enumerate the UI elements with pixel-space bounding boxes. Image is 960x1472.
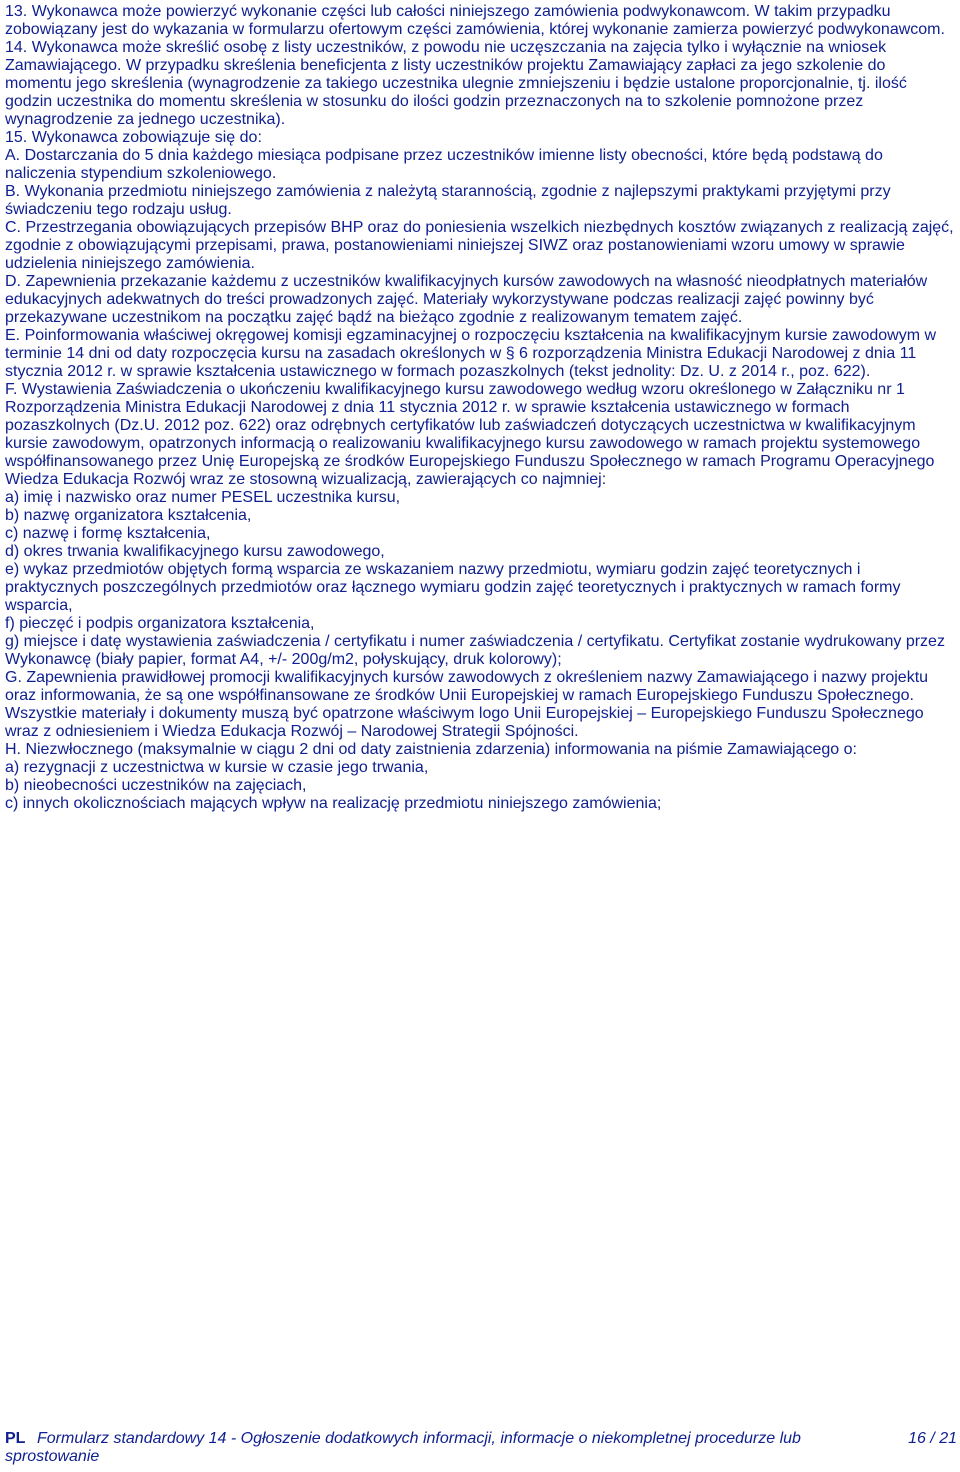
item-f: F. Wystawienia Zaświadczenia o ukończeniu kwalifikacyjnego kursu zawodowego według wzoru określonego w Załączniku nr 1 Rozporządzenia Ministra Edukacji Narodowej z dnia 11 stycznia 2012 r. w sprawie kształcenia ustawicznego w formach pozaszkolnych (Dz.U. 2012 poz. 622) oraz odrębnych certyfikatów lub zaświadczeń dotyczących uczestnictwa w kwalifikacyjnym kursie zawodowym, opatrzonych informacją o realizowaniu kwalifikacyjnego kursu zawodowego w ramach projektu systemowego współfinansowanego przez Unię Europejską ze środków Europejskiego Funduszu Społecznego w ramach Programu Operacyjnego Wiedza Edukacja Rozwój wraz ze stosowną wizualizacją, zawierających co najmniej: <box>5 381 935 488</box>
subitem-f-c: c) nazwę i formę kształcenia, <box>5 525 211 542</box>
item-a: A. Dostarczania do 5 dnia każdego miesiąca podpisane przez uczestników imienne listy obecności, które będą podstawą do naliczenia stypendium szkoleniowego. <box>5 147 883 182</box>
subitem-f-a: a) imię i nazwisko oraz numer PESEL uczestnika kursu, <box>5 489 401 506</box>
subitem-h-c: c) innych okolicznościach mających wpływ na realizację przedmiotu niniejszego zamówienia; <box>5 795 662 812</box>
paragraph-14: 14. Wykonawca może skreślić osobę z listy uczestników, z powodu nie uczęszczania na zajęcia tylko i wyłącznie na wniosek Zamawiającego. W przypadku skreślenia beneficjenta z listy uczestników projektu Zamawiający zapłaci za jego szkolenie do momentu jego skreślenia (wynagrodzenie za takiego uczestnika ulegnie zmniejszeniu i będzie ustalone proporcjonalnie, tj. ilość godzin uczestnika do momentu skreślenia w stosunku do ilości godzin przeznaczonych na to szkolenie pomnożone przez wynagrodzenie za jednego uczestnika). <box>5 39 907 128</box>
item-d: D. Zapewnienia przekazanie każdemu z uczestników kwalifikacyjnych kursów zawodowych na własność nieodpłatnych materiałów edukacyjnych adekwatnych do treści prowadzonych zajęć. Materiały wykorzystywane podczas realizacji zajęć powinny być przekazywane uczestnikom na początku zajęć bądź na bieżąco zgodnie z realizowanym tematem zajęć. <box>5 273 928 326</box>
footer-form-title: Formularz standardowy 14 - Ogłoszenie dodatkowych informacji, informacje o niekompletnej procedurze lub sprostowanie <box>5 1430 801 1465</box>
page-footer <box>5 1430 957 1470</box>
item-g: G. Zapewnienia prawidłowej promocji kwalifikacyjnych kursów zawodowych z określeniem nazwy Zamawiającego i nazwy projektu oraz informowania, że są one współfinansowane ze środków Unii Europejskiej w ramach Europejskiego Funduszu Społecznego. Wszystkie materiały i dokumenty muszą być opatrzone właściwym logo Unii Europejskiej – Europejskiego Funduszu Społecznego wraz z odniesieniem i Wiedza Edukacja Rozwój – Narodowej Strategii Spójności. <box>5 669 929 740</box>
footer-page-number: 16 / 21 <box>908 1430 957 1447</box>
item-c: C. Przestrzegania obowiązujących przepisów BHP oraz do poniesienia wszelkich niezbędnych kosztów związanych z realizacją zajęć, zgodnie z obowiązującymi przepisami, prawa, postanowieniami niniejszej SIWZ oraz postanowieniami wzoru umowy w sprawie udzielenia niniejszego zamówienia. <box>5 219 954 272</box>
item-b: B. Wykonania przedmiotu niniejszego zamówienia z należytą starannością, zgodnie z najlepszymi praktykami przyjętymi przy świadczeniu tego rodzaju usług. <box>5 183 891 218</box>
subitem-f-g: g) miejsce i datę wystawienia zaświadczenia / certyfikatu i numer zaświadczenia / certyfikatu. Certyfikat zostanie wydrukowany przez Wykonawcę (biały papier, format A4, +/- 200g/m2, połyskujący, druk kolorowy); <box>5 633 945 668</box>
subitem-h-a: a) rezygnacji z uczestnictwa w kursie w czasie jego trwania, <box>5 759 429 776</box>
subitem-h-b: b) nieobecności uczestników na zajęciach, <box>5 777 307 794</box>
item-h: H. Niezwłocznego (maksymalnie w ciągu 2 dni od daty zaistnienia zdarzenia) informowania na piśmie Zamawiającego o: <box>5 741 857 758</box>
item-e: E. Poinformowania właściwej okręgowej komisji egzaminacyjnej o rozpoczęciu kształcenia na kwalifikacyjnym kursie zawodowym w terminie 14 dni od daty rozpoczęcia kursu na zasadach określonych w § 6 rozporządzenia Ministra Edukacji Narodowej z dnia 11 stycznia 2012 r. w sprawie kształcenia ustawicznego w formach pozaszkolnych (tekst jednolity: Dz. U. z 2014 r., poz. 622). <box>5 327 937 380</box>
paragraph-15: 15. Wykonawca zobowiązuje się do: <box>5 129 262 146</box>
subitem-f-e: e) wykaz przedmiotów objętych formą wsparcia ze wskazaniem nazwy przedmiotu, wymiaru godzin zajęć teoretycznych i praktycznych poszczególnych przedmiotów oraz łącznego wymiaru godzin zajęć teoretycznych i praktycznych w ramach formy wsparcia, <box>5 561 901 614</box>
paragraph-13: 13. Wykonawca może powierzyć wykonanie części lub całości niniejszego zamówienia podwykonawcom. W takim przypadku zobowiązany jest do wykazania w formularzu ofertowym części zamówienia, której wykonanie zamierza powierzyć podwykonawcom. <box>5 3 945 38</box>
subitem-f-b: b) nazwę organizatora kształcenia, <box>5 507 252 524</box>
document-body <box>5 3 955 813</box>
footer-country-code: PL <box>5 1430 26 1447</box>
subitem-f-d: d) okres trwania kwalifikacyjnego kursu zawodowego, <box>5 543 385 560</box>
subitem-f-f: f) pieczęć i podpis organizatora kształcenia, <box>5 615 315 632</box>
